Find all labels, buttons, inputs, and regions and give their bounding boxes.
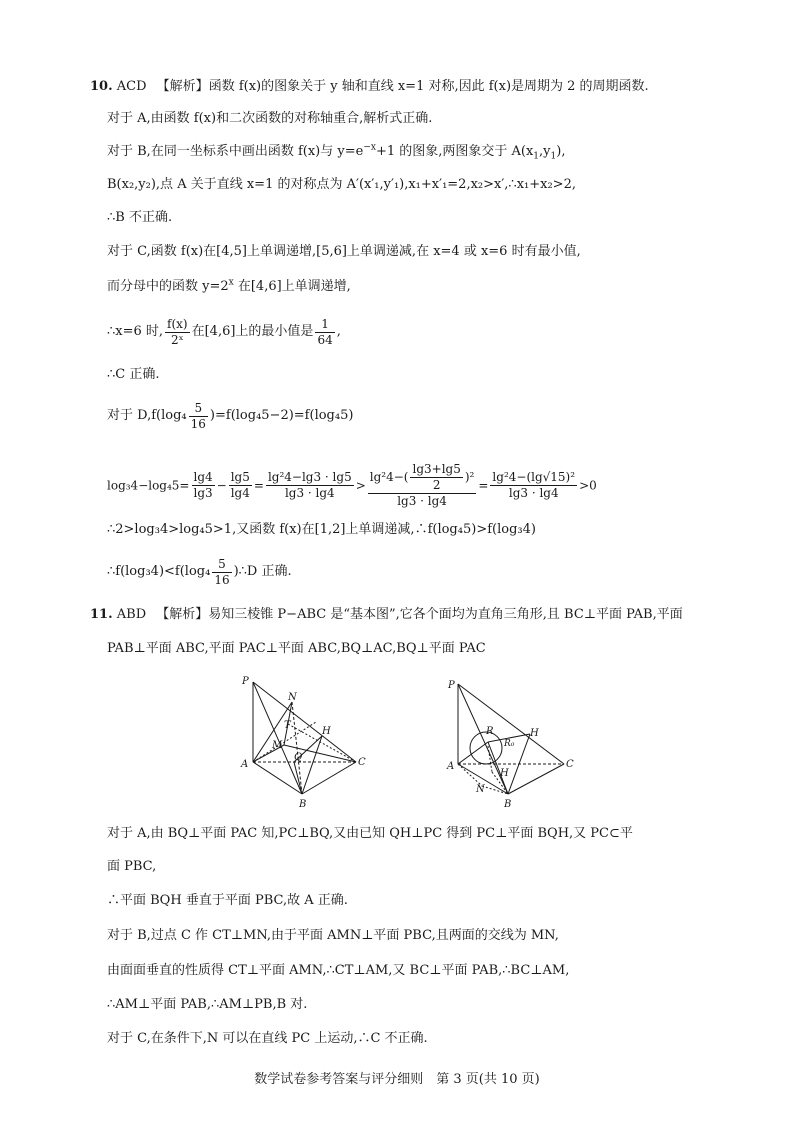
q11-answer: ABD	[116, 607, 147, 622]
fig1-label-C: C	[358, 757, 366, 768]
frac4-close: )²	[464, 470, 475, 484]
frac-denominator: 2	[410, 477, 462, 493]
q10-d2-frac2	[229, 470, 252, 501]
fig2-label-R: R	[486, 726, 494, 737]
q10-line-d3: ∴2>log₃4>log₄5>1,又函数 f(x)在[1,2]上单调递减,∴f(log₄5)>f(log₃4)	[107, 522, 536, 537]
q11-intro2: PAB⊥平面 ABC,平面 PAC⊥平面 ABC,BQ⊥AC,BQ⊥平面 PAC	[107, 641, 486, 656]
q10-d2-frac4	[368, 462, 477, 509]
fig2-label-A: A	[447, 761, 455, 772]
q10-line-c1: 对于 C,函数 f(x)在[4,5]上单调递增,[5,6]上单调递减,在 x=4 或 x=6 时有最小值,	[107, 244, 581, 259]
fig2-label-H-upper: H	[530, 728, 539, 739]
q10-d4-pre: ∴f(log₃4)<f(log₄	[107, 564, 211, 579]
q10-c2-exponent: x	[228, 277, 234, 288]
frac-denominator: lg3 · lg4	[368, 493, 477, 509]
q10-d1-fraction	[189, 401, 208, 432]
frac-denominator: lg3 · lg4	[266, 485, 354, 501]
fig1-label-Q: Q	[294, 752, 303, 763]
q10-line-b2: B(x₂,y₂),点 A 关于直线 x=1 的对称点为 A′(x′₁,y′₁),x₁+x′₁=2,x₂>x′,∴x₁+x₂>2,	[107, 177, 576, 192]
q10-c2-text: 而分母中的函数 y=2	[107, 279, 229, 294]
q10-line-d4	[107, 554, 292, 591]
q10-d2-pre: log₃4−log₄5=	[107, 478, 190, 493]
q11-line-a2: 面 PBC,	[107, 859, 157, 874]
fig2-label-N: N	[476, 784, 485, 795]
q11-analysis-tag: 【解析】	[156, 607, 209, 622]
frac-numerator: lg²4−(lg√15)²	[492, 470, 576, 484]
q11-line-b1: 对于 B,过点 C 作 CT⊥MN,由于平面 AMN⊥平面 PBC,且两面的交线为 MN,	[107, 928, 559, 943]
frac-denominator: lg3 · lg4	[490, 485, 577, 501]
q11-number: 11.	[90, 607, 113, 622]
q10-d4-end: )∴D 正确.	[233, 564, 292, 579]
frac-denominator: 16	[190, 416, 206, 431]
q10-d2-frac5	[490, 470, 577, 501]
fig2-label-R0: R₀	[504, 739, 515, 749]
q10-d1-end: )=f(log₄5−2)=f(log₄5)	[209, 408, 354, 423]
frac-numerator: lg3+lg5	[412, 462, 461, 476]
q10-line-a: 对于 A,由函数 f(x)和二次函数的对称轴重合,解析式正确.	[107, 111, 433, 126]
q11-line-c1: 对于 C,在条件下,N 可以在直线 PC 上运动,∴C 不正确.	[107, 1031, 428, 1046]
figure-1-pyramid	[236, 672, 372, 810]
q10-line-d1	[107, 398, 353, 435]
q10-c3-end: ,	[336, 324, 341, 339]
fig1-label-H: H	[322, 726, 331, 737]
q10-line-c2	[107, 278, 351, 296]
fig2-label-C: C	[566, 759, 574, 770]
q10-d2-end: >0	[579, 478, 597, 493]
q10-b1-end: +1 的图象,两图象交于 A(x	[375, 144, 534, 159]
q10-heading	[90, 78, 649, 96]
frac-denominator: 64	[317, 332, 333, 347]
q11-line-b3: ∴AM⊥平面 PAB,∴AM⊥PB,B 对.	[107, 997, 308, 1012]
fig2-label-H-lower: H	[500, 768, 509, 779]
fig1-label-P: P	[242, 676, 249, 687]
frac-numerator: lg4	[193, 470, 213, 484]
q10-analysis-tag: 【解析】	[156, 79, 209, 94]
q11-line-a1: 对于 A,由 BQ⊥平面 PAC 知,PC⊥BQ,又由已知 QH⊥PC 得到 PC⊥平面 BQH,又 PC⊂平	[107, 826, 633, 841]
q10-b1-exponent: −x	[363, 142, 376, 153]
frac-denominator: 16	[214, 572, 230, 587]
q10-intro: 函数 f(x)的图象关于 y 轴和直线 x=1 对称,因此 f(x)是周期为 2 的周期函数.	[208, 79, 649, 94]
page-footer: 数学试卷参考答案与评分细则 第 3 页(共 10 页)	[254, 1072, 540, 1087]
frac-numerator: 1	[321, 316, 329, 331]
q10-c2-end: 在[4,6]上单调递增,	[233, 279, 351, 294]
q10-c3-pre: ∴x=6 时,	[107, 324, 164, 339]
q10-d2-frac1	[192, 470, 215, 501]
fig1-label-A: A	[241, 759, 249, 770]
frac4-inner	[410, 462, 462, 493]
q10-c3-mid: 在[4,6]上的最小值是	[191, 324, 314, 339]
q11-line-b2: 由面面垂直的性质得 CT⊥平面 AMN,∴CT⊥AM,又 BC⊥平面 PAB,∴BC⊥AM,	[107, 963, 570, 978]
frac-numerator: 5	[218, 556, 226, 571]
fig2-label-P: P	[448, 680, 455, 691]
q11-line-a3: ∴平面 BQH 垂直于平面 PBC,故 A 正确.	[107, 893, 348, 908]
q10-c3-min-fraction	[315, 317, 334, 348]
q10-d2-frac3	[266, 470, 354, 501]
frac-denominator: lg3	[193, 486, 213, 500]
q10-line-b1: 对于 B,在同一坐标系中画出函数 f(x)与 $y=e^{-x}+1$ 的图象,两图象交于 $A(x_1,y_1)$,	[107, 142, 566, 162]
fig1-label-M: M	[272, 740, 283, 751]
frac-numerator: 5	[194, 400, 203, 415]
fig1-label-B: B	[299, 799, 307, 810]
q10-b1-tail: ),	[556, 144, 566, 159]
q10-line-d2: log₃4−log₄5= $\frac{\lg 4}{\lg 3}$ − $\frac{\lg 5}{\lg 4}$ = $\frac{\text{lg²4−lg3 · lg5}}{\lg 3 \cdot \lg 4}$ > lg²4−( $\frac{\lg 3+\lg 5}{2}$ )² lg3 · lg4 = $\frac{\text{lg²4−(lg√15)²}}{\lg 3 \cdot \lg 4}$ >0	[107, 462, 597, 508]
q10-d1-pre: 对于 D,f(log₄	[107, 408, 187, 423]
q10-c3-fraction	[165, 317, 190, 348]
q10-b1-text: 对于 B,在同一坐标系中画出函数 f(x)与 y=e	[107, 144, 364, 159]
frac4-num-text: lg²4−(	[369, 470, 409, 484]
fig2-label-B: B	[504, 799, 512, 810]
q10-line-c4: ∴C 正确.	[107, 367, 160, 382]
q10-number: 10.	[90, 79, 113, 94]
q10-d4-fraction	[212, 557, 231, 588]
q10-answer: ACD	[116, 79, 147, 94]
fig1-label-T: T	[284, 720, 291, 731]
q11-heading	[90, 606, 683, 624]
frac-numerator: lg5	[230, 470, 250, 484]
fig1-label-N: N	[288, 692, 297, 703]
frac-numerator: f(x)	[167, 316, 188, 331]
frac-denominator: 2ˣ	[165, 332, 190, 348]
figure-2-pyramid	[444, 676, 582, 812]
q10-line-b3: ∴B 不正确.	[107, 210, 173, 225]
frac-numerator: lg²4−lg3 · lg5	[267, 470, 352, 484]
q10-line-c3	[107, 313, 341, 352]
frac-numerator	[368, 462, 477, 493]
frac-denominator: lg4	[230, 486, 250, 500]
q11-intro1: 易知三棱锥 P−ABC 是“基本图”,它各个面均为直角三角形,且 BC⊥平面 PAB,平面	[208, 607, 683, 622]
